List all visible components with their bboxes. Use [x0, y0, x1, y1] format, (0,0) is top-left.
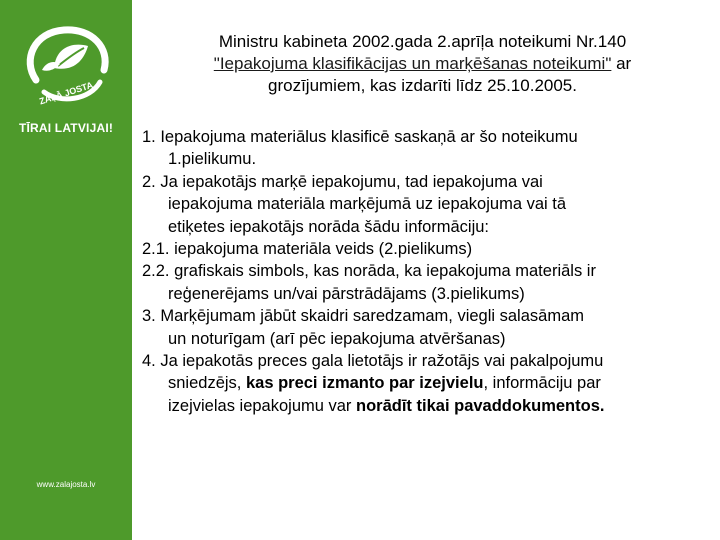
item-text: 2.2. grafiskais simbols, kas norāda, ka iepakojuma materiāls ir — [142, 262, 596, 281]
item-line — [142, 395, 702, 417]
zala-josta-logo — [14, 20, 120, 108]
header-after-link: ar — [611, 54, 632, 73]
item-text: izejvielas iepakojumu var — [168, 396, 357, 415]
item-text: 1. Iepakojuma materiālus klasificē saskaņā ar šo noteikumu — [142, 128, 578, 146]
item-text: 2.1. iepakojuma materiāla veids (2.pielikums) — [142, 240, 473, 259]
item-text: 1.pielikumu. — [168, 150, 257, 169]
item-text: , informāciju par — [483, 374, 601, 393]
item-text: 3. Marķējumam jābūt skaidri saredzamam, viegli salasāmam — [142, 307, 584, 326]
document-header — [150, 31, 695, 97]
item-text: reģenerējams un/vai pārstrādājams (3.pielikums) — [168, 284, 525, 303]
list-item — [142, 126, 702, 171]
site-url[interactable]: www.zalajosta.lv — [36, 480, 96, 489]
item-text: 4. Ja iepakotās preces gala lietotājs ir ražotājs vai pakalpojumu — [142, 352, 604, 371]
list-item — [142, 260, 702, 305]
regulation-title-link[interactable]: "Iepakojuma klasifikācijas un marķēšanas noteikumi" — [213, 54, 612, 73]
header-line3: grozījumiem, kas izdarīti līdz 25.10.2005. — [268, 76, 577, 95]
header-line2 — [150, 53, 695, 75]
item-text: iepakojuma materiāla marķējumā uz iepakojuma vai tā — [168, 195, 567, 214]
item-text: 2. Ja iepakotājs marķē iepakojumu, tad iepakojuma vai — [142, 172, 543, 191]
list-item — [142, 238, 702, 260]
slogan: TĪRAI LATVIJAI! — [18, 121, 114, 135]
item-emphasis: kas preci izmanto par izejvielu — [245, 374, 484, 393]
logo-text: ZAĻĀ JOSTA — [37, 79, 95, 107]
regulation-items — [142, 126, 702, 417]
list-item — [142, 350, 702, 417]
item-text: un noturīgam (arī pēc iepakojuma atvēršanas) — [168, 329, 506, 348]
list-item — [142, 305, 702, 350]
item-emphasis: norādīt tikai pavaddokumentos. — [356, 396, 605, 415]
sidebar — [0, 0, 132, 540]
item-text: sniedzējs, — [168, 374, 246, 393]
header-line1: Ministru kabineta 2002.gada 2.aprīļa noteikumi Nr.140 — [218, 32, 627, 51]
item-text: etiķetes iepakotājs norāda šādu informāciju: — [168, 217, 490, 236]
list-item — [142, 171, 702, 238]
item-line — [142, 372, 702, 394]
